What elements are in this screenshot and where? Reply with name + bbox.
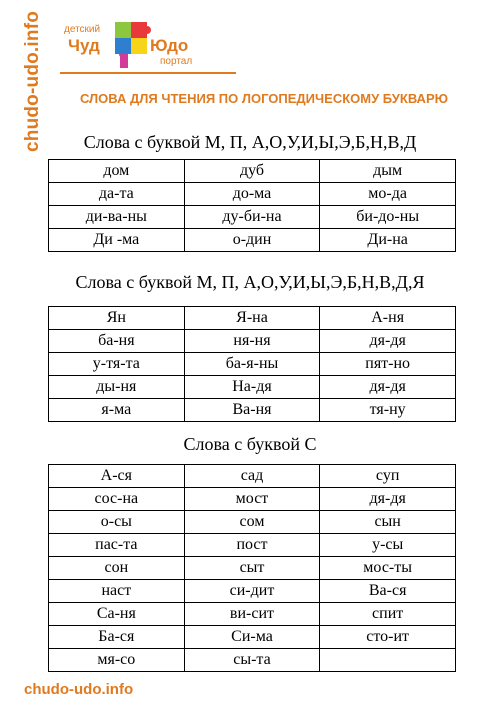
logo-word-left: Чуд [68, 36, 100, 55]
table-cell: А-ня [320, 307, 456, 330]
table-cell: На-дя [184, 376, 320, 399]
table-cell: Ян [49, 307, 185, 330]
table-cell: у-тя-та [49, 353, 185, 376]
table-row [49, 330, 456, 353]
table-cell: ду-би-на [184, 206, 320, 229]
table-row [49, 580, 456, 603]
table-cell: мост [184, 488, 320, 511]
site-logo[interactable] [60, 14, 240, 78]
table-cell: до-ма [184, 183, 320, 206]
logo-underline [60, 72, 236, 74]
table-cell: наст [49, 580, 185, 603]
table-cell: пят-но [320, 353, 456, 376]
table-cell: ви-сит [184, 603, 320, 626]
table-cell: сад [184, 465, 320, 488]
table-cell: Ва-ся [320, 580, 456, 603]
table-cell: сон [49, 557, 185, 580]
table-row [49, 557, 456, 580]
table-cell: сом [184, 511, 320, 534]
table-cell: суп [320, 465, 456, 488]
table-cell [320, 649, 456, 672]
table-cell: мо-да [320, 183, 456, 206]
table-cell: дуб [184, 160, 320, 183]
table-cell: я-ма [49, 399, 185, 422]
table-row [49, 353, 456, 376]
logo-top-left-text: детский [64, 24, 101, 35]
table-cell: дя-дя [320, 330, 456, 353]
footer-site-link[interactable]: chudo-udo.info [24, 681, 134, 698]
table-cell: о-сы [49, 511, 185, 534]
logo-word-right: Юдо [150, 36, 189, 55]
table-cell: Ди -ма [49, 229, 185, 252]
side-watermark-text: chudo-udo.info [22, 10, 43, 152]
table-cell: дя-дя [320, 488, 456, 511]
table-row [49, 183, 456, 206]
words-table [48, 159, 456, 252]
table-row [49, 206, 456, 229]
table-cell: Си-ма [184, 626, 320, 649]
table-cell: спит [320, 603, 456, 626]
table-cell: ба-ня [49, 330, 185, 353]
page-heading: СЛОВА ДЛЯ ЧТЕНИЯ ПО ЛОГОПЕДИЧЕСКОМУ БУКВАРЮ [79, 91, 449, 106]
table-cell: пост [184, 534, 320, 557]
words-table [48, 464, 456, 672]
table-cell: ба-я-ны [184, 353, 320, 376]
table-row [49, 307, 456, 330]
table-cell: А-ся [49, 465, 185, 488]
table-cell: Ба-ся [49, 626, 185, 649]
table-cell: Са-ня [49, 603, 185, 626]
table-cell: ды-ня [49, 376, 185, 399]
table-cell: би-до-ны [320, 206, 456, 229]
table-cell: сы-та [184, 649, 320, 672]
section-title: Слова с буквой С [183, 434, 317, 454]
table-cell: сто-ит [320, 626, 456, 649]
table-row [49, 465, 456, 488]
words-table [48, 306, 456, 422]
table-cell: мос-ты [320, 557, 456, 580]
table-cell: Ва-ня [184, 399, 320, 422]
table-row [49, 376, 456, 399]
section-title: Слова с буквой М, П, А,О,У,И,Ы,Э,Б,Н,В,Д [83, 132, 417, 152]
section-title: Слова с буквой М, П, А,О,У,И,Ы,Э,Б,Н,В,Д,Я [75, 272, 425, 292]
table-cell: дом [49, 160, 185, 183]
table-row [49, 626, 456, 649]
table-row [49, 488, 456, 511]
table-cell: тя-ну [320, 399, 456, 422]
table-row [49, 511, 456, 534]
table-row [49, 160, 456, 183]
table-cell: мя-со [49, 649, 185, 672]
table-cell: сос-на [49, 488, 185, 511]
table-cell: сыт [184, 557, 320, 580]
table-cell: Ди-на [320, 229, 456, 252]
table-row [49, 603, 456, 626]
table-row [49, 649, 456, 672]
table-cell: ди-ва-ны [49, 206, 185, 229]
table-row [49, 399, 456, 422]
table-cell: пас-та [49, 534, 185, 557]
table-cell: ня-ня [184, 330, 320, 353]
table-cell: си-дит [184, 580, 320, 603]
table-cell: дым [320, 160, 456, 183]
table-cell: дя-дя [320, 376, 456, 399]
table-cell: сын [320, 511, 456, 534]
logo-bottom-right-text: портал [160, 56, 193, 67]
table-cell: о-дин [184, 229, 320, 252]
table-cell: да-та [49, 183, 185, 206]
table-row [49, 229, 456, 252]
table-row [49, 534, 456, 557]
table-cell: у-сы [320, 534, 456, 557]
table-cell: Я-на [184, 307, 320, 330]
